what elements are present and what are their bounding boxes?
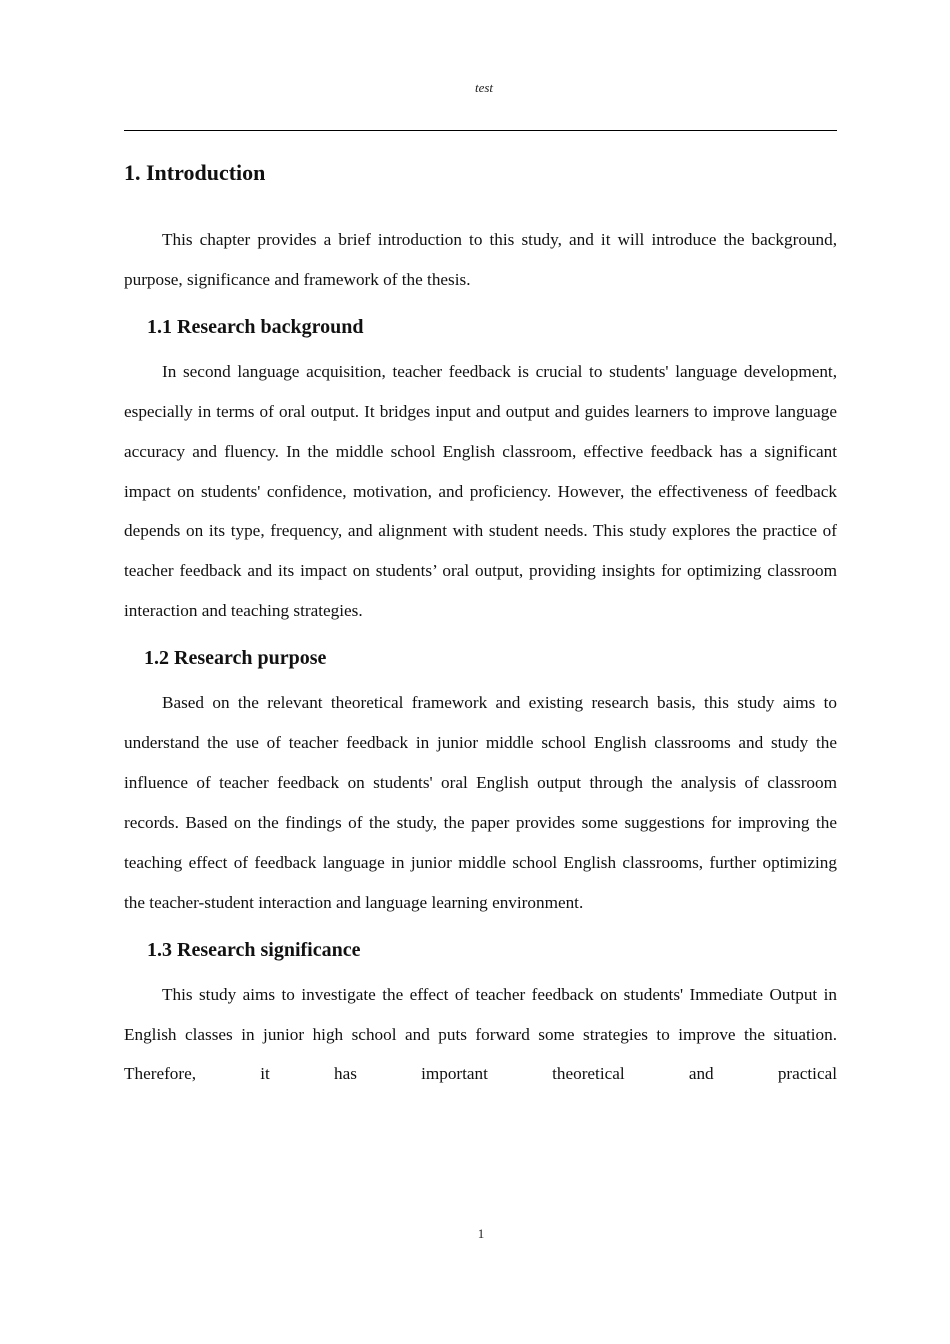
research-significance-paragraph: This study aims to investigate the effect of teacher feedback on students' Immediate Output in English classes in junior high school and puts forward some strategies to improve the situation. Therefore, it has important theoretical and practical: [124, 984, 837, 1084]
research-background-paragraph: In second language acquisition, teacher feedback is crucial to students' language development, especially in terms of oral output. It bridges input and output and guides learners to improve language accuracy and fluency. In the middle school English classroom, effective feedback has a significant impact on students' confidence, motivation, and proficiency. However, the effectiveness of feedback depends on its type, frequency, and alignment with student needs. This study explores the practice of teacher feedback and its impact on students’ oral output, providing insights for optimizing classroom interaction and teaching strategies.: [124, 361, 837, 621]
header-rule: [124, 130, 837, 131]
page-number: 1: [477, 1226, 485, 1241]
page-content: [124, 157, 837, 1094]
section-title-research-significance: 1.3 Research significance: [147, 938, 361, 961]
section-title-research-purpose: 1.2 Research purpose: [144, 647, 327, 670]
chapter-title: 1. Introduction: [124, 160, 266, 185]
intro-paragraph: This chapter provides a brief introduction to this study, and it will introduce the background, purpose, significance and framework of the thesis.: [124, 230, 837, 289]
research-purpose-paragraph: Based on the relevant theoretical framework and existing research basis, this study aims to understand the use of teacher feedback in junior middle school English classrooms and study the influence of teacher feedback on students' oral English output through the analysis of classroom records. Based on the findings of the study, the paper provides some suggestions for improving the teaching effect of feedback language in junior middle school English classrooms, further optimizing the teacher-student interaction and language learning environment.: [124, 693, 837, 912]
section-title-research-background: 1.1 Research background: [147, 315, 364, 338]
running-header: test: [474, 80, 494, 95]
